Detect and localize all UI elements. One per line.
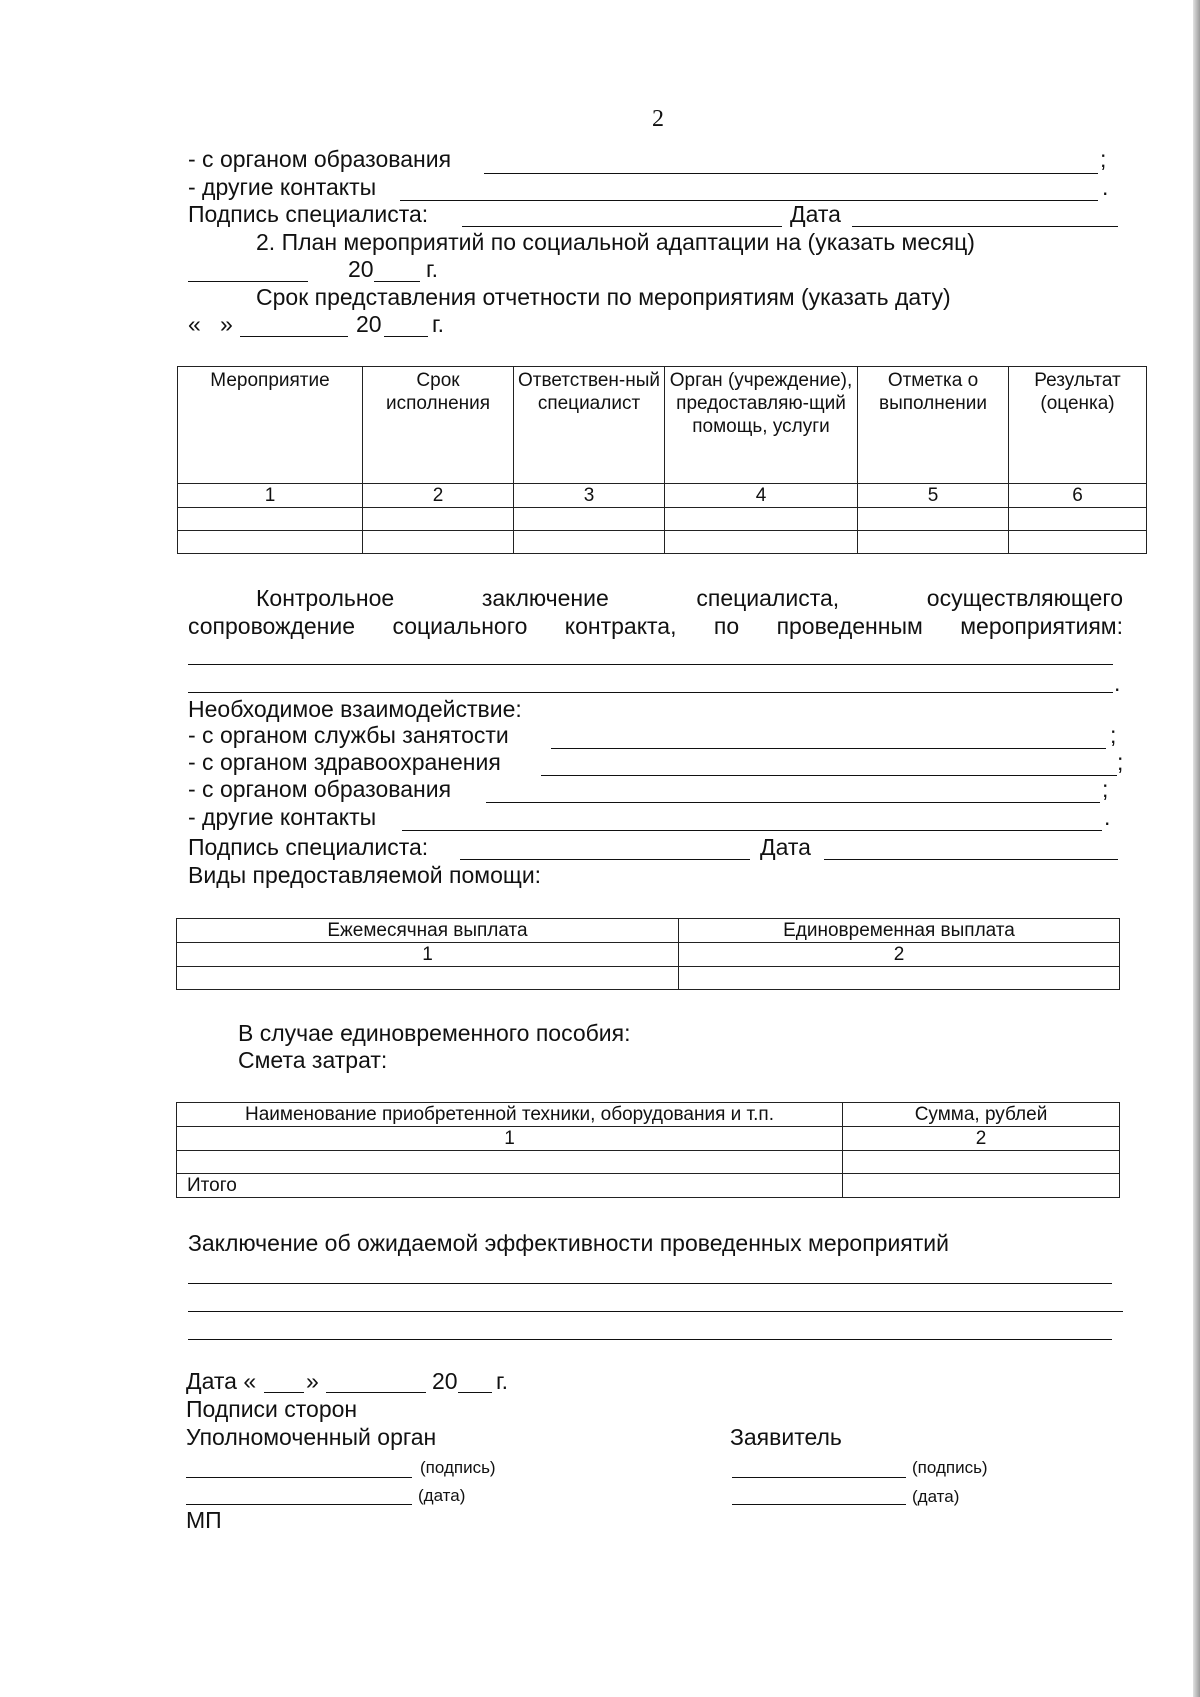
plan-year-prefix: 20 xyxy=(348,256,374,282)
deadline-year-suffix: г. xyxy=(432,311,444,337)
conclusion-line-3[interactable] xyxy=(188,1339,1112,1340)
table-cell[interactable] xyxy=(1009,508,1147,531)
costs-header-cell: Наименование приобретенной техники, оборудования и т.п. xyxy=(177,1103,843,1127)
word: осуществляющего xyxy=(926,585,1124,611)
table-cell[interactable] xyxy=(858,531,1009,554)
date-line[interactable] xyxy=(852,226,1118,227)
events-header-cell: Ответствен-ный специалист xyxy=(514,367,665,484)
applicant-signature-hint: (подпись) xyxy=(912,1458,988,1477)
page-edge-shadow xyxy=(1193,0,1200,1697)
authority-date-hint: (дата) xyxy=(418,1486,466,1505)
control-end-period: . xyxy=(1114,670,1121,696)
payments-table xyxy=(176,918,1120,990)
plan-year-suffix: г. xyxy=(426,256,438,282)
costs-total-value[interactable] xyxy=(843,1174,1120,1198)
table-cell[interactable] xyxy=(679,967,1120,990)
payments-header-row xyxy=(177,919,1120,943)
control-line-2 xyxy=(188,612,1123,668)
word: проведенным xyxy=(776,613,923,639)
table-cell[interactable] xyxy=(665,531,858,554)
table-cell[interactable] xyxy=(514,531,665,554)
costs-column-number: 1 xyxy=(177,1127,843,1151)
specialist-signature-line[interactable] xyxy=(462,226,782,227)
employment-line[interactable] xyxy=(551,748,1106,749)
table-cell[interactable] xyxy=(858,508,1009,531)
table-cell[interactable] xyxy=(1009,531,1147,554)
costs-header-row xyxy=(177,1103,1120,1127)
help-types-title: Виды предоставляемой помощи: xyxy=(188,862,542,888)
payments-column-number: 2 xyxy=(679,943,1120,967)
footer-date-prefix: Дата « xyxy=(186,1368,257,1394)
footer-date-close: » xyxy=(306,1368,319,1394)
specialist-signature-label: Подпись специалиста: xyxy=(188,834,429,860)
events-column-number: 6 xyxy=(1009,484,1147,508)
table-cell[interactable] xyxy=(363,531,514,554)
events-header-cell: Орган (учреждение), предоставляю-щий помощь, услуги xyxy=(665,367,858,484)
payments-header-cell: Ежемесячная выплата xyxy=(177,919,679,943)
deadline-month-line[interactable] xyxy=(240,336,348,337)
employment-label: - с органом службы занятости xyxy=(188,722,509,748)
specialist-signature-line[interactable] xyxy=(460,859,750,860)
applicant-signature-line[interactable] xyxy=(732,1477,906,1478)
other-line[interactable] xyxy=(402,830,1102,831)
table-row xyxy=(177,967,1120,990)
deadline-year-line[interactable] xyxy=(384,336,428,337)
events-number-row xyxy=(178,484,1147,508)
footer-day-line[interactable] xyxy=(264,1392,304,1393)
other-end: . xyxy=(1104,804,1111,830)
word: заключение xyxy=(481,585,609,611)
applicant-label: Заявитель xyxy=(730,1424,842,1450)
deadline-year-prefix: 20 xyxy=(356,311,382,337)
events-column-number: 3 xyxy=(514,484,665,508)
table-cell[interactable] xyxy=(363,508,514,531)
health-line[interactable] xyxy=(541,775,1117,776)
events-column-number: 1 xyxy=(178,484,363,508)
footer-year-line[interactable] xyxy=(458,1392,492,1393)
education-line[interactable] xyxy=(486,802,1100,803)
authority-date-line[interactable] xyxy=(186,1504,412,1505)
date-label: Дата xyxy=(760,834,811,860)
table-cell[interactable] xyxy=(665,508,858,531)
employment-end: ; xyxy=(1110,722,1117,748)
payments-column-number: 1 xyxy=(177,943,679,967)
applicant-date-line[interactable] xyxy=(732,1504,906,1505)
footer-month-line[interactable] xyxy=(326,1392,426,1393)
word: по xyxy=(713,613,740,639)
education-end: ; xyxy=(1102,776,1109,802)
stamp-label: МП xyxy=(186,1507,222,1533)
table-cell[interactable] xyxy=(178,508,363,531)
deadline-text: Срок представления отчетности по мероприятиям (указать дату) xyxy=(256,284,951,310)
events-header-cell: Отметка о выполнении xyxy=(858,367,1009,484)
events-table xyxy=(177,366,1147,554)
interaction-title: Необходимое взаимодействие: xyxy=(188,696,522,722)
costs-total-row xyxy=(177,1174,1120,1198)
word: Контрольное xyxy=(256,585,395,611)
edu-contact-line[interactable] xyxy=(484,173,1098,174)
edu-contact-end: ; xyxy=(1100,146,1107,172)
costs-column-number: 2 xyxy=(843,1127,1120,1151)
table-cell[interactable] xyxy=(177,1151,843,1174)
conclusion-line-2[interactable] xyxy=(188,1311,1123,1312)
costs-number-row xyxy=(177,1127,1120,1151)
plan-year-line[interactable] xyxy=(374,281,420,282)
applicant-date-hint: (дата) xyxy=(912,1487,960,1506)
events-header-cell: Мероприятие xyxy=(178,367,363,484)
page-number: 2 xyxy=(652,106,664,132)
word: контракта, xyxy=(564,613,677,639)
health-label: - с органом здравоохранения xyxy=(188,749,501,775)
table-cell[interactable] xyxy=(177,967,679,990)
effectiveness-conclusion-title: Заключение об ожидаемой эффективности проведенных мероприятий xyxy=(188,1230,949,1256)
word: специалиста, xyxy=(696,585,840,611)
payments-number-row xyxy=(177,943,1120,967)
conclusion-line-1[interactable] xyxy=(188,1283,1112,1284)
events-header-cell: Результат (оценка) xyxy=(1009,367,1147,484)
costs-table xyxy=(176,1102,1120,1198)
table-cell[interactable] xyxy=(514,508,665,531)
education-label: - с органом образования xyxy=(188,776,452,802)
other-label: - другие контакты xyxy=(188,804,377,830)
events-header-cell: Срок исполнения xyxy=(363,367,514,484)
events-column-number: 5 xyxy=(858,484,1009,508)
authority-signature-hint: (подпись) xyxy=(420,1458,496,1477)
table-row xyxy=(177,1151,1120,1174)
plan-title: 2. План мероприятий по социальной адаптации на (указать месяц) xyxy=(256,229,975,255)
other-contact-label: - другие контакты xyxy=(188,174,377,200)
cost-estimate-title: Смета затрат: xyxy=(238,1047,388,1073)
authority-signature-line[interactable] xyxy=(186,1477,412,1478)
date-label: Дата xyxy=(790,201,841,227)
table-cell[interactable] xyxy=(178,531,363,554)
date-line[interactable] xyxy=(824,859,1118,860)
deadline-quotes: « » xyxy=(188,311,233,337)
events-column-number: 2 xyxy=(363,484,514,508)
authority-label: Уполномоченный орган xyxy=(186,1424,437,1450)
control-answer-line-2[interactable] xyxy=(188,692,1113,693)
events-column-number: 4 xyxy=(665,484,858,508)
footer-year-suffix: г. xyxy=(496,1368,508,1394)
word: социального xyxy=(392,613,528,639)
table-cell[interactable] xyxy=(843,1151,1120,1174)
other-contact-end: . xyxy=(1102,174,1109,200)
control-answer-line-1[interactable] xyxy=(188,664,1113,665)
health-end: ; xyxy=(1117,749,1124,775)
edu-contact-label: - с органом образования xyxy=(188,146,452,172)
signatures-title: Подписи сторон xyxy=(186,1396,358,1422)
plan-month-line[interactable] xyxy=(188,281,308,282)
specialist-signature-label: Подпись специалиста: xyxy=(188,201,429,227)
word: сопровождение xyxy=(188,613,356,639)
payments-header-cell: Единовременная выплата xyxy=(679,919,1120,943)
costs-header-cell: Сумма, рублей xyxy=(843,1103,1120,1127)
word: мероприятиям: xyxy=(960,613,1123,639)
costs-total-label: Итого xyxy=(177,1174,843,1198)
onetime-case-text: В случае единовременного пособия: xyxy=(238,1020,631,1046)
table-row xyxy=(178,508,1147,531)
other-contact-line[interactable] xyxy=(400,200,1098,201)
table-row xyxy=(178,531,1147,554)
footer-year-prefix: 20 xyxy=(432,1368,458,1394)
events-header-row xyxy=(178,367,1147,484)
